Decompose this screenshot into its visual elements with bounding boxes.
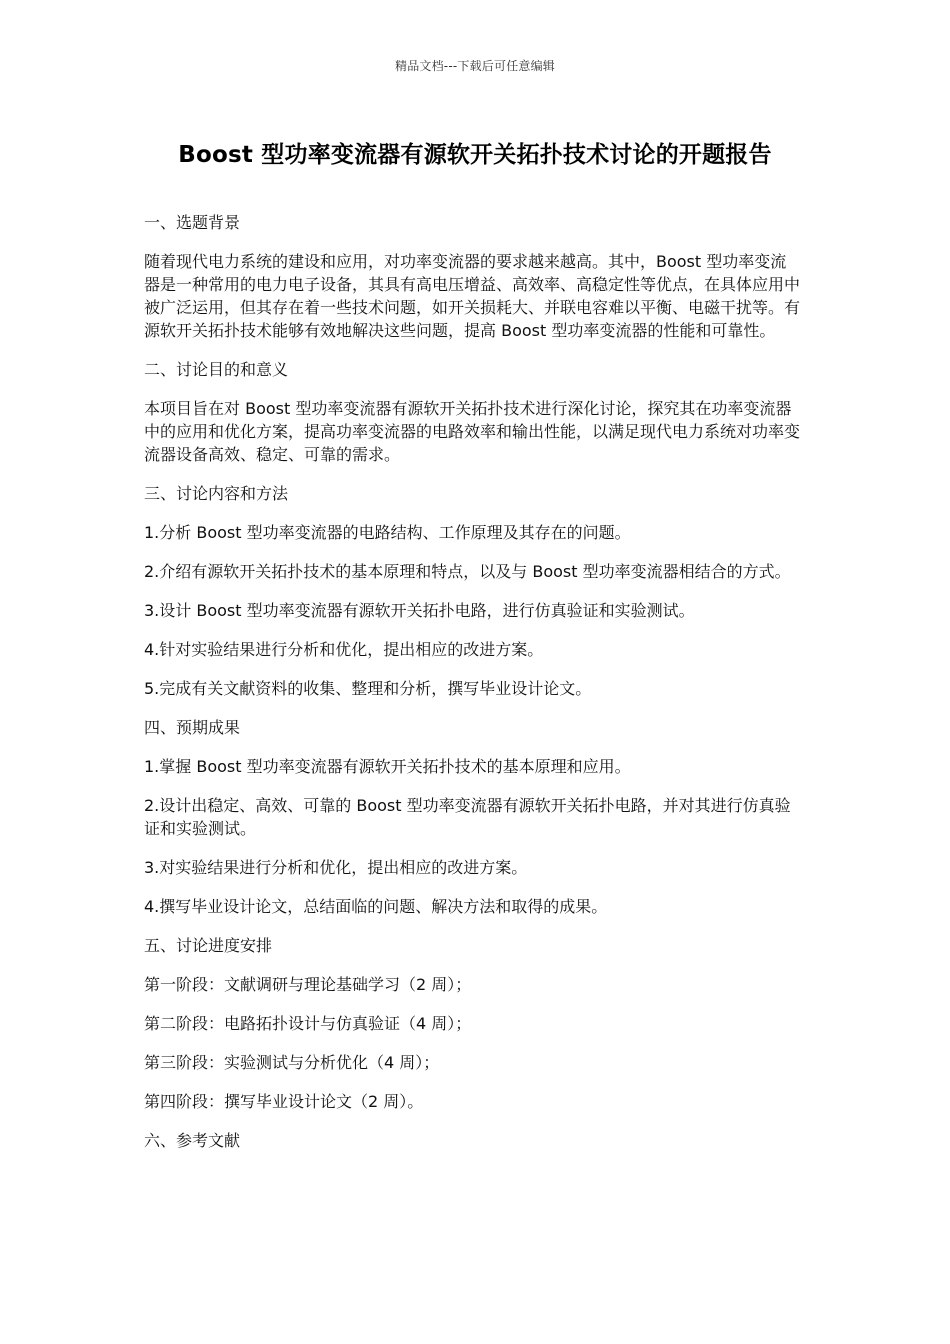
section-heading-expected-results: 四、预期成果 — [144, 718, 241, 737]
document-body — [144, 211, 802, 1168]
list-item-result-2: 2.设计出稳定、高效、可靠的 Boost 型功率变流器有源软开关拓扑电路，并对其进行仿真验证和实验测试。 — [144, 796, 791, 838]
list-item-method-1: 1.分析 Boost 型功率变流器的电路结构、工作原理及其存在的问题。 — [144, 523, 631, 542]
list-item-result-4: 4.撰写毕业设计论文，总结面临的问题、解决方法和取得的成果。 — [144, 897, 608, 916]
section-heading-schedule: 五、讨论进度安排 — [144, 936, 273, 955]
section-heading-references: 六、参考文献 — [144, 1131, 241, 1150]
section-heading-background: 一、选题背景 — [144, 213, 241, 232]
schedule-stage-4: 第四阶段：撰写毕业设计论文（2 周）。 — [144, 1092, 424, 1111]
list-item-method-3: 3.设计 Boost 型功率变流器有源软开关拓扑电路，进行仿真验证和实验测试。 — [144, 601, 695, 620]
paragraph-background: 随着现代电力系统的建设和应用，对功率变流器的要求越来越高。其中，Boost 型功率变流器是一种常用的电力电子设备，其具有高电压增益、高效率、高稳定性等优点，在具体应用中被广泛运用，但其存在着一些技术问题，如开关损耗大、并联电容难以平衡、电磁干扰等。有源软开关拓扑技术能够有效地解决这些问题，提高 Boost 型功率变流器的性能和可靠性。 — [144, 252, 801, 340]
list-item-method-4: 4.针对实验结果进行分析和优化，提出相应的改进方案。 — [144, 640, 544, 659]
header-watermark: 精品文档---下载后可任意编辑 — [395, 59, 555, 73]
section-heading-content-methods: 三、讨论内容和方法 — [144, 484, 289, 503]
list-item-result-1: 1.掌握 Boost 型功率变流器有源软开关拓扑技术的基本原理和应用。 — [144, 757, 631, 776]
paragraph-purpose: 本项目旨在对 Boost 型功率变流器有源软开关拓扑技术进行深化讨论，探究其在功率变流器中的应用和优化方案，提高功率变流器的电路效率和输出性能，以满足现代电力系统对功率变流器设备高效、稳定、可靠的需求。 — [144, 399, 801, 464]
schedule-stage-3: 第三阶段：实验测试与分析优化（4 周）； — [144, 1053, 440, 1072]
section-heading-purpose: 二、讨论目的和意义 — [144, 360, 289, 379]
schedule-stage-2: 第二阶段：电路拓扑设计与仿真验证（4 周）； — [144, 1014, 472, 1033]
list-item-result-3: 3.对实验结果进行分析和优化，提出相应的改进方案。 — [144, 858, 528, 877]
document-title: Boost 型功率变流器有源软开关拓扑技术讨论的开题报告 — [178, 142, 772, 168]
list-item-method-2: 2.介绍有源软开关拓扑技术的基本原理和特点，以及与 Boost 型功率变流器相结合的方式。 — [144, 562, 791, 581]
schedule-stage-1: 第一阶段：文献调研与理论基础学习（2 周）； — [144, 975, 472, 994]
list-item-method-5: 5.完成有关文献资料的收集、整理和分析，撰写毕业设计论文。 — [144, 679, 592, 698]
